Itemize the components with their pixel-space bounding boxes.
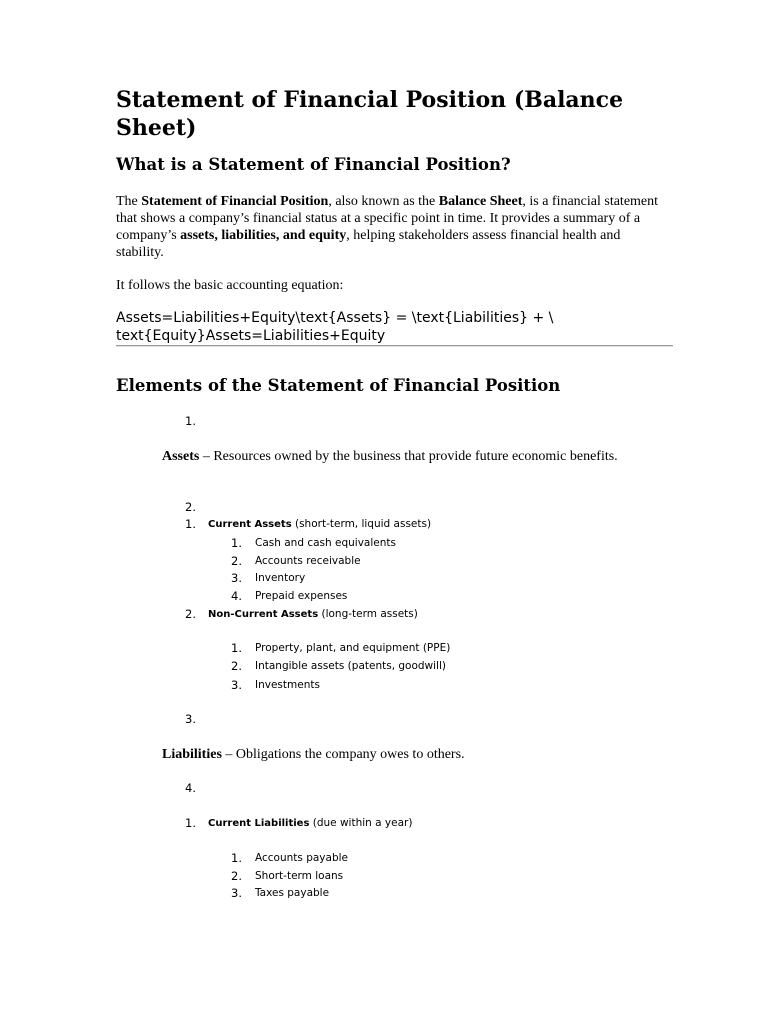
term-ale: assets, liabilities, and equity — [180, 228, 347, 243]
list-number: 2. — [231, 659, 242, 673]
list-item: Prepaid expenses — [255, 590, 348, 602]
list-number: 1. — [231, 641, 242, 655]
list-item: Investments — [255, 679, 320, 691]
list-number: 2. — [185, 607, 196, 621]
horizontal-rule — [116, 345, 673, 347]
assets-item: Assets – Resources owned by the business that provide future economic benefits. — [162, 449, 618, 464]
list-number: 3. — [231, 886, 242, 900]
liabilities-item: Liabilities – Obligations the company owes to others. — [162, 747, 465, 762]
list-number: 1. — [231, 536, 242, 550]
list-number: 1. — [185, 816, 196, 830]
list-number: 3. — [185, 712, 196, 726]
list-item: Taxes payable — [255, 887, 330, 899]
section-heading-what-is: What is a Statement of Financial Position? — [116, 155, 511, 174]
equation-intro: It follows the basic accounting equation: — [116, 278, 344, 293]
list-item: Accounts payable — [255, 852, 348, 864]
list-item: Property, plant, and equipment (PPE) — [255, 642, 451, 654]
list-number: 1. — [185, 517, 196, 531]
list-item: Accounts receivable — [255, 555, 361, 567]
current-assets-item: Current Assets (short-term, liquid assets) — [208, 518, 432, 530]
list-number: 1. — [231, 851, 242, 865]
accounting-equation: Assets=Liabilities+Equity\text{Assets} = \text{Liabilities} + \ text{Equity}Assets=Liabilities+Equity — [116, 310, 554, 344]
term-sofp: Statement of Financial Position — [141, 194, 329, 209]
page-title: Statement of Financial Position (Balance Sheet) — [116, 87, 624, 141]
liabilities-label: Liabilities — [162, 747, 222, 762]
list-number: 1. — [185, 414, 196, 428]
section-heading-elements: Elements of the Statement of Financial Position — [116, 376, 561, 395]
assets-label: Assets — [162, 449, 200, 464]
list-item: Inventory — [255, 572, 306, 584]
current-liabilities-item: Current Liabilities (due within a year) — [208, 817, 413, 829]
noncurrent-assets-item: Non-Current Assets (long-term assets) — [208, 608, 418, 620]
term-balance-sheet: Balance Sheet — [438, 194, 523, 209]
list-number: 4. — [185, 781, 196, 795]
list-item: Short-term loans — [255, 870, 344, 882]
list-number: 4. — [231, 589, 242, 603]
list-number: 3. — [231, 678, 242, 692]
list-item: Intangible assets (patents, goodwill) — [255, 660, 446, 672]
list-number: 2. — [231, 869, 242, 883]
list-number: 2. — [185, 500, 196, 514]
list-number: 3. — [231, 571, 242, 585]
list-item: Cash and cash equivalents — [255, 537, 396, 549]
intro-paragraph: The Statement of Financial Position, also known as the Balance Sheet, is a financial statement that shows a company’s financial status at a specific point in time. It provides a summary of a company’s assets, liabilities, and equity, helping stakeholders assess financial health and stability. — [116, 194, 659, 260]
list-number: 2. — [231, 554, 242, 568]
